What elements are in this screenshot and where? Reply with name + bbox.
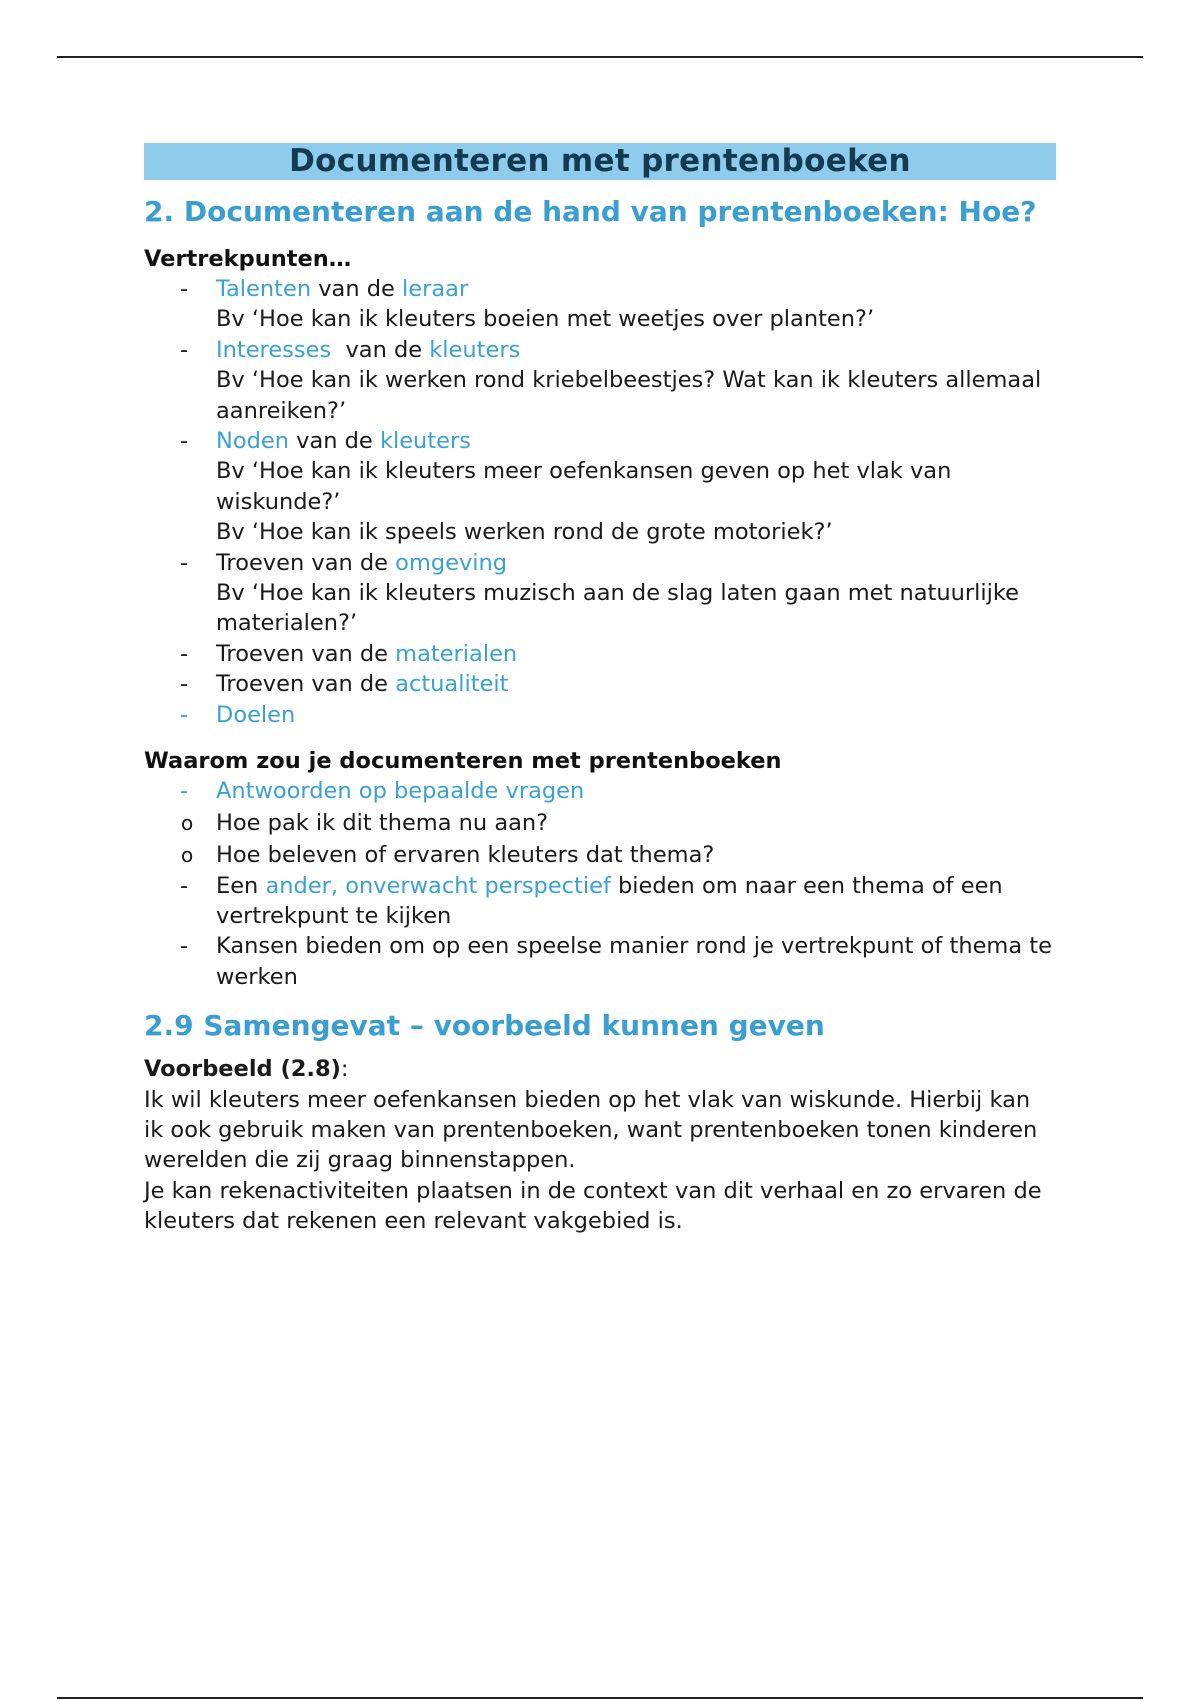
summary-block: [144, 1054, 1056, 1236]
subheading-waarom: Waarom zou je documenteren met prentenboeken: [144, 748, 782, 775]
highlight-term: kleuters: [429, 336, 521, 363]
page-title: Documenteren met prentenboeken: [144, 143, 1056, 180]
example: Bv ‘Hoe kan ik kleuters boeien met weetjes over planten?’: [216, 306, 875, 333]
dash-marker: -: [180, 549, 189, 576]
dash-marker: -: [180, 276, 189, 302]
dash-marker: -: [180, 778, 189, 805]
dash-marker: -: [180, 872, 189, 899]
sub-list-item: [144, 807, 1056, 839]
example: Bv ‘Hoe kan ik werken rond kriebelbeestjes? Wat kan ik kleuters allemaal aanreiken?’: [216, 367, 1042, 424]
header-rule: [57, 56, 1143, 58]
list-item: [144, 931, 1056, 992]
sub-list: [144, 807, 1056, 871]
example: Bv ‘Hoe kan ik kleuters muzisch aan de slag laten gaan met natuurlijke materialen?’: [216, 580, 1019, 637]
section-heading-2-9: 2.9 Samengevat – voorbeeld kunnen geven: [144, 1009, 825, 1043]
highlight-term: actualiteit: [395, 671, 509, 698]
dash-marker: -: [180, 428, 189, 455]
dash-marker: -: [180, 933, 189, 960]
highlight-term: Talenten: [216, 276, 312, 302]
subheading-vertrekpunten: Vertrekpunten…: [144, 246, 352, 272]
highlight-term: Doelen: [216, 701, 296, 728]
dash-marker: -: [180, 640, 189, 667]
paragraph: Je kan rekenactiviteiten plaatsen in de context van dit verhaal en zo ervaren de kleuters dat rekenen een relevant vakgebied is.: [144, 1177, 1042, 1235]
example-label-line: [144, 1054, 1056, 1084]
bullet-marker: o: [181, 842, 194, 867]
highlight-term: materialen: [395, 640, 518, 667]
highlight-term: leraar: [402, 276, 469, 302]
vertrekpunten-list: [144, 274, 1056, 730]
text: Hoe pak ik dit thema nu aan?: [216, 809, 549, 836]
text: van de: [288, 428, 380, 455]
text: Troeven van de: [216, 640, 396, 667]
highlight-term: Noden: [216, 428, 289, 455]
paragraph: Ik wil kleuters meer oefenkansen bieden op het vlak van wiskunde. Hierbij kan ik ook gebruik maken van prentenboeken, want prentenboeken tonen kinderen werelden die zij graag binnenstappen.: [144, 1086, 1038, 1174]
document-page: [144, 143, 1056, 1237]
highlight-term: kleuters: [379, 428, 471, 455]
sub-list-container: [144, 807, 1056, 871]
text: :: [340, 1056, 349, 1083]
dash-marker: -: [180, 701, 189, 728]
list-item: [144, 776, 1056, 806]
text: Troeven van de: [216, 549, 396, 576]
list-item: [144, 274, 1056, 335]
highlight-term: Antwoorden op bepaalde vragen: [216, 778, 585, 805]
example: Bv ‘Hoe kan ik kleuters meer oefenkansen geven op het vlak van wiskunde?’: [216, 458, 952, 515]
list-item: [144, 426, 1056, 548]
sub-list-item: [144, 839, 1056, 871]
example: Bv ‘Hoe kan ik speels werken rond de grote motoriek?’: [216, 519, 833, 546]
text: bieden om naar een thema of een vertrekpunt te kijken: [216, 872, 1003, 929]
highlight-term: ander, onverwacht perspectief: [265, 872, 611, 899]
highlight-term: Interesses: [216, 336, 332, 363]
text: Kansen bieden om op een speelse manier rond je vertrekpunt of thema te werken: [216, 933, 1052, 990]
text: Troeven van de: [216, 671, 396, 698]
text: van de: [331, 336, 430, 363]
dash-marker: -: [180, 336, 189, 363]
list-item: [144, 669, 1056, 699]
footer-rule: [57, 1697, 1143, 1699]
list-item: [144, 548, 1056, 639]
list-item: [144, 335, 1056, 426]
text: van de: [311, 276, 403, 302]
bullet-marker: o: [181, 810, 194, 835]
text: Hoe beleven of ervaren kleuters dat thema?: [216, 841, 715, 868]
dash-marker: -: [180, 671, 189, 698]
text: Een: [216, 872, 266, 899]
list-item: [144, 700, 1056, 730]
highlight-term: omgeving: [395, 549, 508, 576]
section-heading-2: 2. Documenteren aan de hand van prentenboeken: Hoe?: [144, 195, 1037, 228]
waarom-list: [144, 776, 1056, 992]
list-item: [144, 871, 1056, 932]
list-item: [144, 639, 1056, 669]
example-label: Voorbeeld (2.8): [144, 1056, 341, 1083]
